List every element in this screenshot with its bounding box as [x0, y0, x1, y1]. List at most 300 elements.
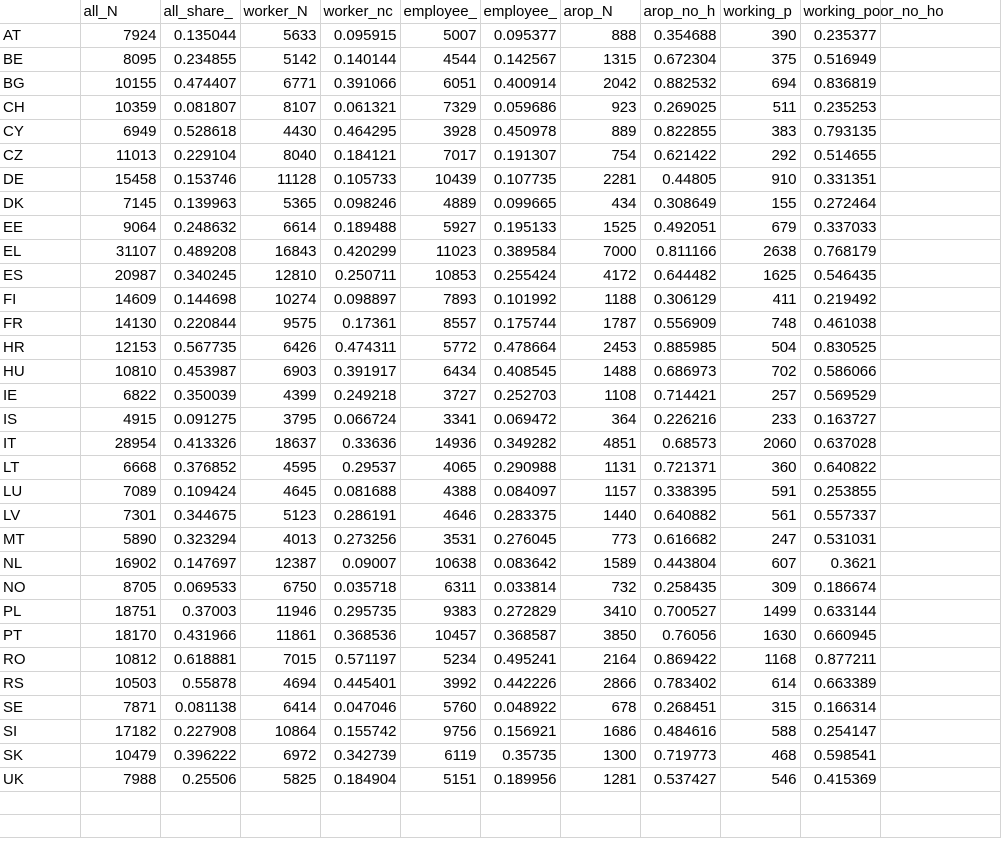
data-cell[interactable]: 0.721371 [640, 456, 720, 480]
data-cell[interactable]: 5890 [80, 528, 160, 552]
data-cell[interactable]: 0.066724 [320, 408, 400, 432]
data-cell[interactable]: 2866 [560, 672, 640, 696]
data-cell[interactable]: 0.250711 [320, 264, 400, 288]
data-cell[interactable]: 7015 [240, 648, 320, 672]
data-cell[interactable] [480, 792, 560, 815]
data-cell[interactable]: 748 [720, 312, 800, 336]
data-cell[interactable]: 773 [560, 528, 640, 552]
data-cell[interactable]: 7017 [400, 144, 480, 168]
row-label-cell[interactable]: IT [0, 432, 80, 456]
column-header-cell[interactable]: arop_no_h [640, 0, 720, 24]
data-cell[interactable]: 561 [720, 504, 800, 528]
data-cell[interactable]: 732 [560, 576, 640, 600]
data-cell[interactable]: 0.105733 [320, 168, 400, 192]
row-label-cell[interactable]: SK [0, 744, 80, 768]
data-cell[interactable]: 0.081688 [320, 480, 400, 504]
data-cell[interactable]: 4595 [240, 456, 320, 480]
data-cell[interactable]: 31107 [80, 240, 160, 264]
data-cell[interactable]: 0.254147 [800, 720, 880, 744]
data-cell[interactable]: 247 [720, 528, 800, 552]
data-cell[interactable]: 678 [560, 696, 640, 720]
data-cell[interactable]: 1315 [560, 48, 640, 72]
data-cell[interactable]: 0.616682 [640, 528, 720, 552]
data-cell[interactable]: 0.255424 [480, 264, 560, 288]
data-cell[interactable]: 1499 [720, 600, 800, 624]
data-cell[interactable]: 7893 [400, 288, 480, 312]
data-cell[interactable]: 0.474407 [160, 72, 240, 96]
row-label-cell[interactable]: FR [0, 312, 80, 336]
data-cell[interactable]: 0.109424 [160, 480, 240, 504]
data-cell[interactable]: 7000 [560, 240, 640, 264]
data-cell[interactable]: 1108 [560, 384, 640, 408]
data-cell[interactable]: 588 [720, 720, 800, 744]
data-cell[interactable]: 6414 [240, 696, 320, 720]
data-cell[interactable]: 0.226216 [640, 408, 720, 432]
data-cell[interactable]: 0.569529 [800, 384, 880, 408]
data-cell[interactable]: 0.084097 [480, 480, 560, 504]
data-cell[interactable]: 0.248632 [160, 216, 240, 240]
data-cell[interactable]: 0.219492 [800, 288, 880, 312]
data-cell[interactable]: 0.461038 [800, 312, 880, 336]
data-cell[interactable]: 0.033814 [480, 576, 560, 600]
row-label-cell[interactable]: EE [0, 216, 80, 240]
data-cell[interactable]: 0.276045 [480, 528, 560, 552]
data-cell[interactable]: 0.885985 [640, 336, 720, 360]
data-cell[interactable]: 16843 [240, 240, 320, 264]
data-cell[interactable]: 5365 [240, 192, 320, 216]
data-cell[interactable]: 4544 [400, 48, 480, 72]
data-cell[interactable]: 0.453987 [160, 360, 240, 384]
data-cell[interactable]: 10810 [80, 360, 160, 384]
data-cell[interactable]: 5825 [240, 768, 320, 792]
data-cell[interactable]: 2453 [560, 336, 640, 360]
data-cell[interactable]: 7988 [80, 768, 160, 792]
data-cell[interactable]: 546 [720, 768, 800, 792]
data-cell[interactable]: 3928 [400, 120, 480, 144]
data-cell[interactable] [800, 815, 880, 838]
data-cell[interactable] [880, 792, 1000, 815]
data-cell[interactable]: 257 [720, 384, 800, 408]
data-cell[interactable] [880, 528, 1000, 552]
data-cell[interactable] [880, 768, 1000, 792]
data-cell[interactable]: 0.882532 [640, 72, 720, 96]
data-cell[interactable]: 0.514655 [800, 144, 880, 168]
data-cell[interactable]: 7301 [80, 504, 160, 528]
row-label-cell[interactable]: IS [0, 408, 80, 432]
data-cell[interactable] [400, 792, 480, 815]
data-cell[interactable] [480, 815, 560, 838]
data-cell[interactable] [880, 384, 1000, 408]
data-cell[interactable]: 0.107735 [480, 168, 560, 192]
data-cell[interactable]: 0.283375 [480, 504, 560, 528]
data-cell[interactable]: 9064 [80, 216, 160, 240]
data-cell[interactable]: 18751 [80, 600, 160, 624]
data-cell[interactable]: 12387 [240, 552, 320, 576]
column-header-cell[interactable]: worker_nc [320, 0, 400, 24]
data-cell[interactable]: 11128 [240, 168, 320, 192]
data-cell[interactable]: 0.308649 [640, 192, 720, 216]
data-cell[interactable]: 0.163727 [800, 408, 880, 432]
data-cell[interactable]: 0.686973 [640, 360, 720, 384]
data-cell[interactable]: 6750 [240, 576, 320, 600]
data-cell[interactable]: 0.273256 [320, 528, 400, 552]
data-cell[interactable]: 9575 [240, 312, 320, 336]
data-cell[interactable] [880, 815, 1000, 838]
data-cell[interactable]: 5927 [400, 216, 480, 240]
data-cell[interactable]: 0.391066 [320, 72, 400, 96]
data-cell[interactable]: 383 [720, 120, 800, 144]
data-cell[interactable]: 0.644482 [640, 264, 720, 288]
data-cell[interactable]: 2042 [560, 72, 640, 96]
data-cell[interactable]: 14609 [80, 288, 160, 312]
data-cell[interactable]: 5234 [400, 648, 480, 672]
data-cell[interactable]: 0.637028 [800, 432, 880, 456]
data-cell[interactable]: 0.081138 [160, 696, 240, 720]
data-cell[interactable]: 292 [720, 144, 800, 168]
data-cell[interactable]: 6903 [240, 360, 320, 384]
data-cell[interactable]: 10853 [400, 264, 480, 288]
data-cell[interactable]: 0.618881 [160, 648, 240, 672]
data-cell[interactable] [880, 552, 1000, 576]
data-cell[interactable]: 0.531031 [800, 528, 880, 552]
data-cell[interactable] [320, 815, 400, 838]
data-cell[interactable]: 0.306129 [640, 288, 720, 312]
data-cell[interactable]: 7871 [80, 696, 160, 720]
data-cell[interactable] [880, 312, 1000, 336]
data-cell[interactable] [880, 120, 1000, 144]
data-cell[interactable]: 1630 [720, 624, 800, 648]
data-cell[interactable]: 0.368536 [320, 624, 400, 648]
data-cell[interactable] [400, 815, 480, 838]
data-cell[interactable] [880, 456, 1000, 480]
column-header-cell[interactable]: employee_ [480, 0, 560, 24]
data-cell[interactable]: 0.166314 [800, 696, 880, 720]
data-cell[interactable]: 5633 [240, 24, 320, 48]
data-cell[interactable] [880, 696, 1000, 720]
data-cell[interactable]: 1300 [560, 744, 640, 768]
data-cell[interactable]: 0.17361 [320, 312, 400, 336]
data-cell[interactable]: 20987 [80, 264, 160, 288]
data-cell[interactable]: 0.464295 [320, 120, 400, 144]
data-cell[interactable]: 0.047046 [320, 696, 400, 720]
data-cell[interactable]: 10274 [240, 288, 320, 312]
data-cell[interactable]: 12153 [80, 336, 160, 360]
data-cell[interactable]: 1686 [560, 720, 640, 744]
data-cell[interactable]: 2164 [560, 648, 640, 672]
data-cell[interactable]: 0.258435 [640, 576, 720, 600]
data-cell[interactable]: 1131 [560, 456, 640, 480]
data-cell[interactable]: 0.474311 [320, 336, 400, 360]
data-cell[interactable]: 17182 [80, 720, 160, 744]
data-cell[interactable]: 0.557337 [800, 504, 880, 528]
data-cell[interactable]: 8107 [240, 96, 320, 120]
data-cell[interactable]: 0.492051 [640, 216, 720, 240]
data-cell[interactable]: 4645 [240, 480, 320, 504]
data-cell[interactable] [880, 432, 1000, 456]
data-cell[interactable] [880, 144, 1000, 168]
data-cell[interactable]: 1440 [560, 504, 640, 528]
data-cell[interactable]: 309 [720, 576, 800, 600]
data-cell[interactable] [880, 168, 1000, 192]
data-cell[interactable]: 411 [720, 288, 800, 312]
data-cell[interactable]: 0.234855 [160, 48, 240, 72]
data-cell[interactable]: 11013 [80, 144, 160, 168]
row-label-cell[interactable] [0, 792, 80, 815]
data-cell[interactable]: 3341 [400, 408, 480, 432]
row-label-cell[interactable]: ES [0, 264, 80, 288]
data-cell[interactable]: 390 [720, 24, 800, 48]
data-cell[interactable]: 0.186674 [800, 576, 880, 600]
data-cell[interactable]: 0.189488 [320, 216, 400, 240]
data-cell[interactable]: 0.156921 [480, 720, 560, 744]
data-cell[interactable] [880, 240, 1000, 264]
data-cell[interactable] [880, 48, 1000, 72]
data-cell[interactable]: 0.235253 [800, 96, 880, 120]
data-cell[interactable]: 14130 [80, 312, 160, 336]
column-header-cell[interactable]: all_N [80, 0, 160, 24]
data-cell[interactable]: 0.268451 [640, 696, 720, 720]
data-cell[interactable]: 1168 [720, 648, 800, 672]
data-cell[interactable]: 0.035718 [320, 576, 400, 600]
data-cell[interactable] [880, 192, 1000, 216]
data-cell[interactable]: 1157 [560, 480, 640, 504]
row-label-cell[interactable]: BE [0, 48, 80, 72]
data-cell[interactable]: 10479 [80, 744, 160, 768]
row-label-cell[interactable]: LU [0, 480, 80, 504]
data-cell[interactable] [880, 648, 1000, 672]
row-label-cell[interactable]: EL [0, 240, 80, 264]
data-cell[interactable]: 0.340245 [160, 264, 240, 288]
data-cell[interactable]: 28954 [80, 432, 160, 456]
data-cell[interactable]: 0.443804 [640, 552, 720, 576]
data-cell[interactable]: 10638 [400, 552, 480, 576]
data-cell[interactable]: 0.098897 [320, 288, 400, 312]
data-cell[interactable]: 607 [720, 552, 800, 576]
data-cell[interactable] [880, 216, 1000, 240]
data-cell[interactable] [640, 815, 720, 838]
data-cell[interactable]: 0.793135 [800, 120, 880, 144]
data-cell[interactable]: 1281 [560, 768, 640, 792]
data-cell[interactable]: 0.35735 [480, 744, 560, 768]
data-cell[interactable]: 8557 [400, 312, 480, 336]
data-cell[interactable]: 6434 [400, 360, 480, 384]
header-corner-cell[interactable] [0, 0, 80, 24]
data-cell[interactable]: 4399 [240, 384, 320, 408]
data-cell[interactable]: 0.598541 [800, 744, 880, 768]
data-cell[interactable] [880, 744, 1000, 768]
data-cell[interactable] [240, 815, 320, 838]
data-cell[interactable]: 11023 [400, 240, 480, 264]
data-cell[interactable]: 6426 [240, 336, 320, 360]
data-cell[interactable]: 889 [560, 120, 640, 144]
data-cell[interactable]: 12810 [240, 264, 320, 288]
data-cell[interactable]: 0.663389 [800, 672, 880, 696]
data-cell[interactable]: 0.37003 [160, 600, 240, 624]
data-cell[interactable]: 0.633144 [800, 600, 880, 624]
data-cell[interactable]: 0.567735 [160, 336, 240, 360]
data-cell[interactable]: 0.144698 [160, 288, 240, 312]
data-cell[interactable]: 0.869422 [640, 648, 720, 672]
data-cell[interactable]: 0.135044 [160, 24, 240, 48]
data-cell[interactable] [160, 815, 240, 838]
data-cell[interactable]: 0.768179 [800, 240, 880, 264]
data-cell[interactable]: 10812 [80, 648, 160, 672]
data-cell[interactable]: 0.249218 [320, 384, 400, 408]
data-cell[interactable]: 0.139963 [160, 192, 240, 216]
data-cell[interactable] [880, 576, 1000, 600]
row-label-cell[interactable]: HR [0, 336, 80, 360]
data-cell[interactable]: 0.269025 [640, 96, 720, 120]
data-cell[interactable]: 0.227908 [160, 720, 240, 744]
data-cell[interactable]: 10457 [400, 624, 480, 648]
data-cell[interactable]: 0.101992 [480, 288, 560, 312]
data-cell[interactable]: 4889 [400, 192, 480, 216]
data-cell[interactable]: 0.349282 [480, 432, 560, 456]
data-cell[interactable]: 4065 [400, 456, 480, 480]
data-cell[interactable]: 4013 [240, 528, 320, 552]
data-cell[interactable]: 0.33636 [320, 432, 400, 456]
data-cell[interactable]: 0.700527 [640, 600, 720, 624]
data-cell[interactable]: 0.069533 [160, 576, 240, 600]
row-label-cell[interactable]: CY [0, 120, 80, 144]
data-cell[interactable]: 0.478664 [480, 336, 560, 360]
data-cell[interactable]: 0.25506 [160, 768, 240, 792]
data-cell[interactable]: 0.153746 [160, 168, 240, 192]
column-header-cell[interactable]: employee_ [400, 0, 480, 24]
data-cell[interactable]: 0.338395 [640, 480, 720, 504]
data-cell[interactable]: 6822 [80, 384, 160, 408]
data-cell[interactable]: 0.140144 [320, 48, 400, 72]
data-cell[interactable]: 0.783402 [640, 672, 720, 696]
data-cell[interactable] [240, 792, 320, 815]
data-cell[interactable]: 5760 [400, 696, 480, 720]
data-cell[interactable] [880, 288, 1000, 312]
data-cell[interactable]: 0.55878 [160, 672, 240, 696]
data-cell[interactable]: 0.420299 [320, 240, 400, 264]
data-cell[interactable] [720, 792, 800, 815]
data-cell[interactable]: 5772 [400, 336, 480, 360]
column-header-cell[interactable]: working_p [720, 0, 800, 24]
data-cell[interactable]: 0.191307 [480, 144, 560, 168]
row-label-cell[interactable]: SI [0, 720, 80, 744]
data-cell[interactable]: 0.095377 [480, 24, 560, 48]
data-cell[interactable] [880, 96, 1000, 120]
row-label-cell[interactable]: CZ [0, 144, 80, 168]
data-cell[interactable]: 5007 [400, 24, 480, 48]
data-cell[interactable]: 0.147697 [160, 552, 240, 576]
data-cell[interactable]: 4430 [240, 120, 320, 144]
data-cell[interactable]: 0.516949 [800, 48, 880, 72]
data-cell[interactable]: 0.450978 [480, 120, 560, 144]
data-cell[interactable]: 6771 [240, 72, 320, 96]
data-cell[interactable]: 0.660945 [800, 624, 880, 648]
data-cell[interactable]: 0.252703 [480, 384, 560, 408]
data-cell[interactable]: 0.537427 [640, 768, 720, 792]
data-cell[interactable]: 6051 [400, 72, 480, 96]
data-cell[interactable]: 0.811166 [640, 240, 720, 264]
data-cell[interactable]: 14936 [400, 432, 480, 456]
data-cell[interactable]: 4646 [400, 504, 480, 528]
data-cell[interactable]: 1589 [560, 552, 640, 576]
row-label-cell[interactable] [0, 815, 80, 838]
row-label-cell[interactable]: SE [0, 696, 80, 720]
data-cell[interactable]: 4694 [240, 672, 320, 696]
data-cell[interactable]: 2281 [560, 168, 640, 192]
row-label-cell[interactable]: NL [0, 552, 80, 576]
data-cell[interactable]: 10503 [80, 672, 160, 696]
data-cell[interactable]: 0.495241 [480, 648, 560, 672]
row-label-cell[interactable]: CH [0, 96, 80, 120]
data-cell[interactable]: 754 [560, 144, 640, 168]
data-cell[interactable]: 8040 [240, 144, 320, 168]
data-cell[interactable]: 0.29537 [320, 456, 400, 480]
data-cell[interactable]: 0.714421 [640, 384, 720, 408]
data-cell[interactable]: 15458 [80, 168, 160, 192]
row-label-cell[interactable]: LV [0, 504, 80, 528]
data-cell[interactable]: 10359 [80, 96, 160, 120]
data-cell[interactable]: 0.389584 [480, 240, 560, 264]
data-cell[interactable]: 0.061321 [320, 96, 400, 120]
data-cell[interactable] [720, 815, 800, 838]
data-cell[interactable]: 1625 [720, 264, 800, 288]
data-cell[interactable]: 6949 [80, 120, 160, 144]
data-cell[interactable]: 0.445401 [320, 672, 400, 696]
data-cell[interactable]: 511 [720, 96, 800, 120]
data-cell[interactable]: 0.184121 [320, 144, 400, 168]
data-cell[interactable]: 0.415369 [800, 768, 880, 792]
data-cell[interactable]: 0.672304 [640, 48, 720, 72]
data-cell[interactable]: 0.189956 [480, 768, 560, 792]
data-cell[interactable]: 0.272464 [800, 192, 880, 216]
data-cell[interactable]: 360 [720, 456, 800, 480]
column-header-cell[interactable]: arop_N [560, 0, 640, 24]
data-cell[interactable]: 0.640822 [800, 456, 880, 480]
data-cell[interactable] [880, 336, 1000, 360]
data-cell[interactable]: 8705 [80, 576, 160, 600]
data-cell[interactable]: 0.571197 [320, 648, 400, 672]
data-cell[interactable]: 0.442226 [480, 672, 560, 696]
data-cell[interactable] [800, 792, 880, 815]
data-cell[interactable]: 0.3621 [800, 552, 880, 576]
data-cell[interactable]: 16902 [80, 552, 160, 576]
data-cell[interactable]: 4388 [400, 480, 480, 504]
data-cell[interactable]: 6972 [240, 744, 320, 768]
data-cell[interactable]: 0.272829 [480, 600, 560, 624]
data-cell[interactable]: 0.44805 [640, 168, 720, 192]
data-cell[interactable]: 3727 [400, 384, 480, 408]
data-cell[interactable]: 6119 [400, 744, 480, 768]
data-cell[interactable] [880, 672, 1000, 696]
data-cell[interactable] [880, 480, 1000, 504]
data-cell[interactable]: 923 [560, 96, 640, 120]
data-cell[interactable] [880, 624, 1000, 648]
data-cell[interactable]: 0.195133 [480, 216, 560, 240]
data-cell[interactable] [640, 792, 720, 815]
data-cell[interactable]: 0.489208 [160, 240, 240, 264]
data-cell[interactable]: 2638 [720, 240, 800, 264]
data-cell[interactable] [880, 600, 1000, 624]
data-cell[interactable]: 0.059686 [480, 96, 560, 120]
data-cell[interactable]: 4915 [80, 408, 160, 432]
data-cell[interactable]: 155 [720, 192, 800, 216]
data-cell[interactable]: 5142 [240, 48, 320, 72]
data-cell[interactable]: 0.391917 [320, 360, 400, 384]
data-cell[interactable]: 4172 [560, 264, 640, 288]
data-cell[interactable]: 1488 [560, 360, 640, 384]
data-cell[interactable]: 0.142567 [480, 48, 560, 72]
data-cell[interactable] [880, 264, 1000, 288]
data-cell[interactable]: 0.091275 [160, 408, 240, 432]
